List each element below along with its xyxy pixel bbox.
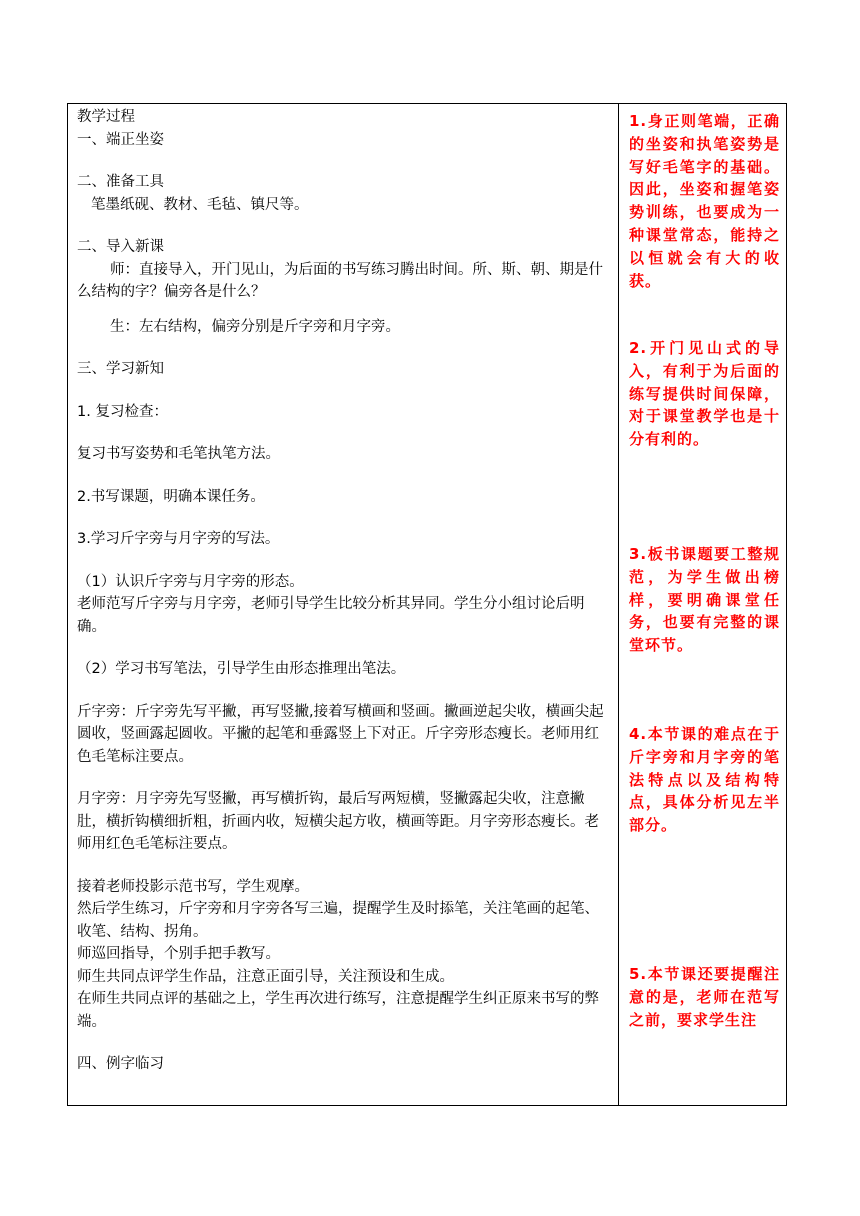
item-2-text: 2.书写课题，明确本课任务。 xyxy=(77,488,265,505)
section-2-text: 笔墨纸砚、教材、毛毡、镇尺等。 xyxy=(91,196,309,213)
paragraph-rewrite: 在师生共同点评的基础之上，学生再次进行练写，注意提醒学生纠正原来书写的弊端。 xyxy=(77,991,599,1030)
item-1-title: 1. 复习检查： xyxy=(77,403,168,420)
paragraph-review: 师生共同点评学生作品，注意正面引导，关注预设和生成。 xyxy=(77,968,454,985)
section-4-title: 三、学习新知 xyxy=(77,361,164,377)
note-5: 5.本节课还要提醒注意的是，老师在范写之前，要求学生注 xyxy=(629,965,780,1029)
section-1-title: 一、端正坐姿 xyxy=(77,131,164,148)
design-notes-column xyxy=(619,104,788,1105)
item-3-title: 3.学习斤字旁与月字旁的写法。 xyxy=(77,531,280,547)
subitem-1-text: 老师范写斤字旁与月字旁，老师引导学生比较分析其异同。学生分小组讨论后明确。 xyxy=(77,596,585,635)
paragraph-demo: 接着老师投影示范书写，学生观摩。 xyxy=(77,878,309,895)
paragraph-practice: 然后学生练习，斤字旁和月字旁各写三遍，提醒学生及时掭笔，关注笔画的起笔、收笔、结构、拐角。 xyxy=(77,901,599,940)
lesson-table xyxy=(67,103,787,1106)
yue-radical-text: 月字旁：月字旁先写竖撇，再写横折钩，最后写两短横，竖撇露起尖收，注意撇肚，横折钩横细折粗，折画内收，短横尖起方收，横画等距。月字旁形态瘦长。老师用红色毛笔标注要点。 xyxy=(77,791,599,852)
subitem-2-title: （2）学习书写笔法，引导学生由形态推理出笔法。 xyxy=(77,661,406,677)
note-2: 2.开门见山式的导入，有利于为后面的练写提供时间保障，对于课堂教学也是十分有利的。 xyxy=(629,339,780,449)
section-2-title: 二、准备工具 xyxy=(77,174,164,190)
teaching-process-column xyxy=(68,104,618,1105)
section-3-title: 二、导入新课 xyxy=(77,239,164,255)
note-1: 1.身正则笔端，正确的坐姿和执笔姿势是写好毛笔字的基础。因此，坐姿和握笔姿势训练，也要成为一种课堂常态，能持之以恒就会有大的收获。 xyxy=(629,112,780,290)
note-4: 4.本节课的难点在于斤字旁和月字旁的笔法特点以及结构特点，具体分析见左半部分。 xyxy=(629,725,780,835)
section-3-paragraph-2: 生：左右结构，偏旁分别是斤字旁和月字旁。 xyxy=(110,318,400,335)
jin-radical-text: 斤字旁：斤字旁先写平撇，再写竖撇,接着写横画和竖画。撇画逆起尖收，横画尖起圆收，竖画露起圆收。平撇的起笔和垂露竖上下对正。斤字旁形态瘦长。老师用红色毛笔标注要点。 xyxy=(77,703,604,765)
section-3-paragraph-1: 师：直接导入，开门见山，为后面的书写练习腾出时间。所、斯、朝、期是什么结构的字？偏旁各是什么？ xyxy=(77,261,603,300)
subitem-1-title: （1）认识斤字旁与月字旁的形态。 xyxy=(77,573,304,590)
item-1-text: 复习书写姿势和毛笔执笔方法。 xyxy=(77,446,280,462)
note-3: 3.板书课题要工整规范，为学生做出榜样，要明确课堂任务，也要有完整的课堂环节。 xyxy=(629,545,780,655)
paragraph-guidance: 师巡回指导，个别手把手教写。 xyxy=(77,946,280,962)
section-heading: 教学过程 xyxy=(77,109,135,125)
section-5-title: 四、例字临习 xyxy=(77,1056,164,1072)
